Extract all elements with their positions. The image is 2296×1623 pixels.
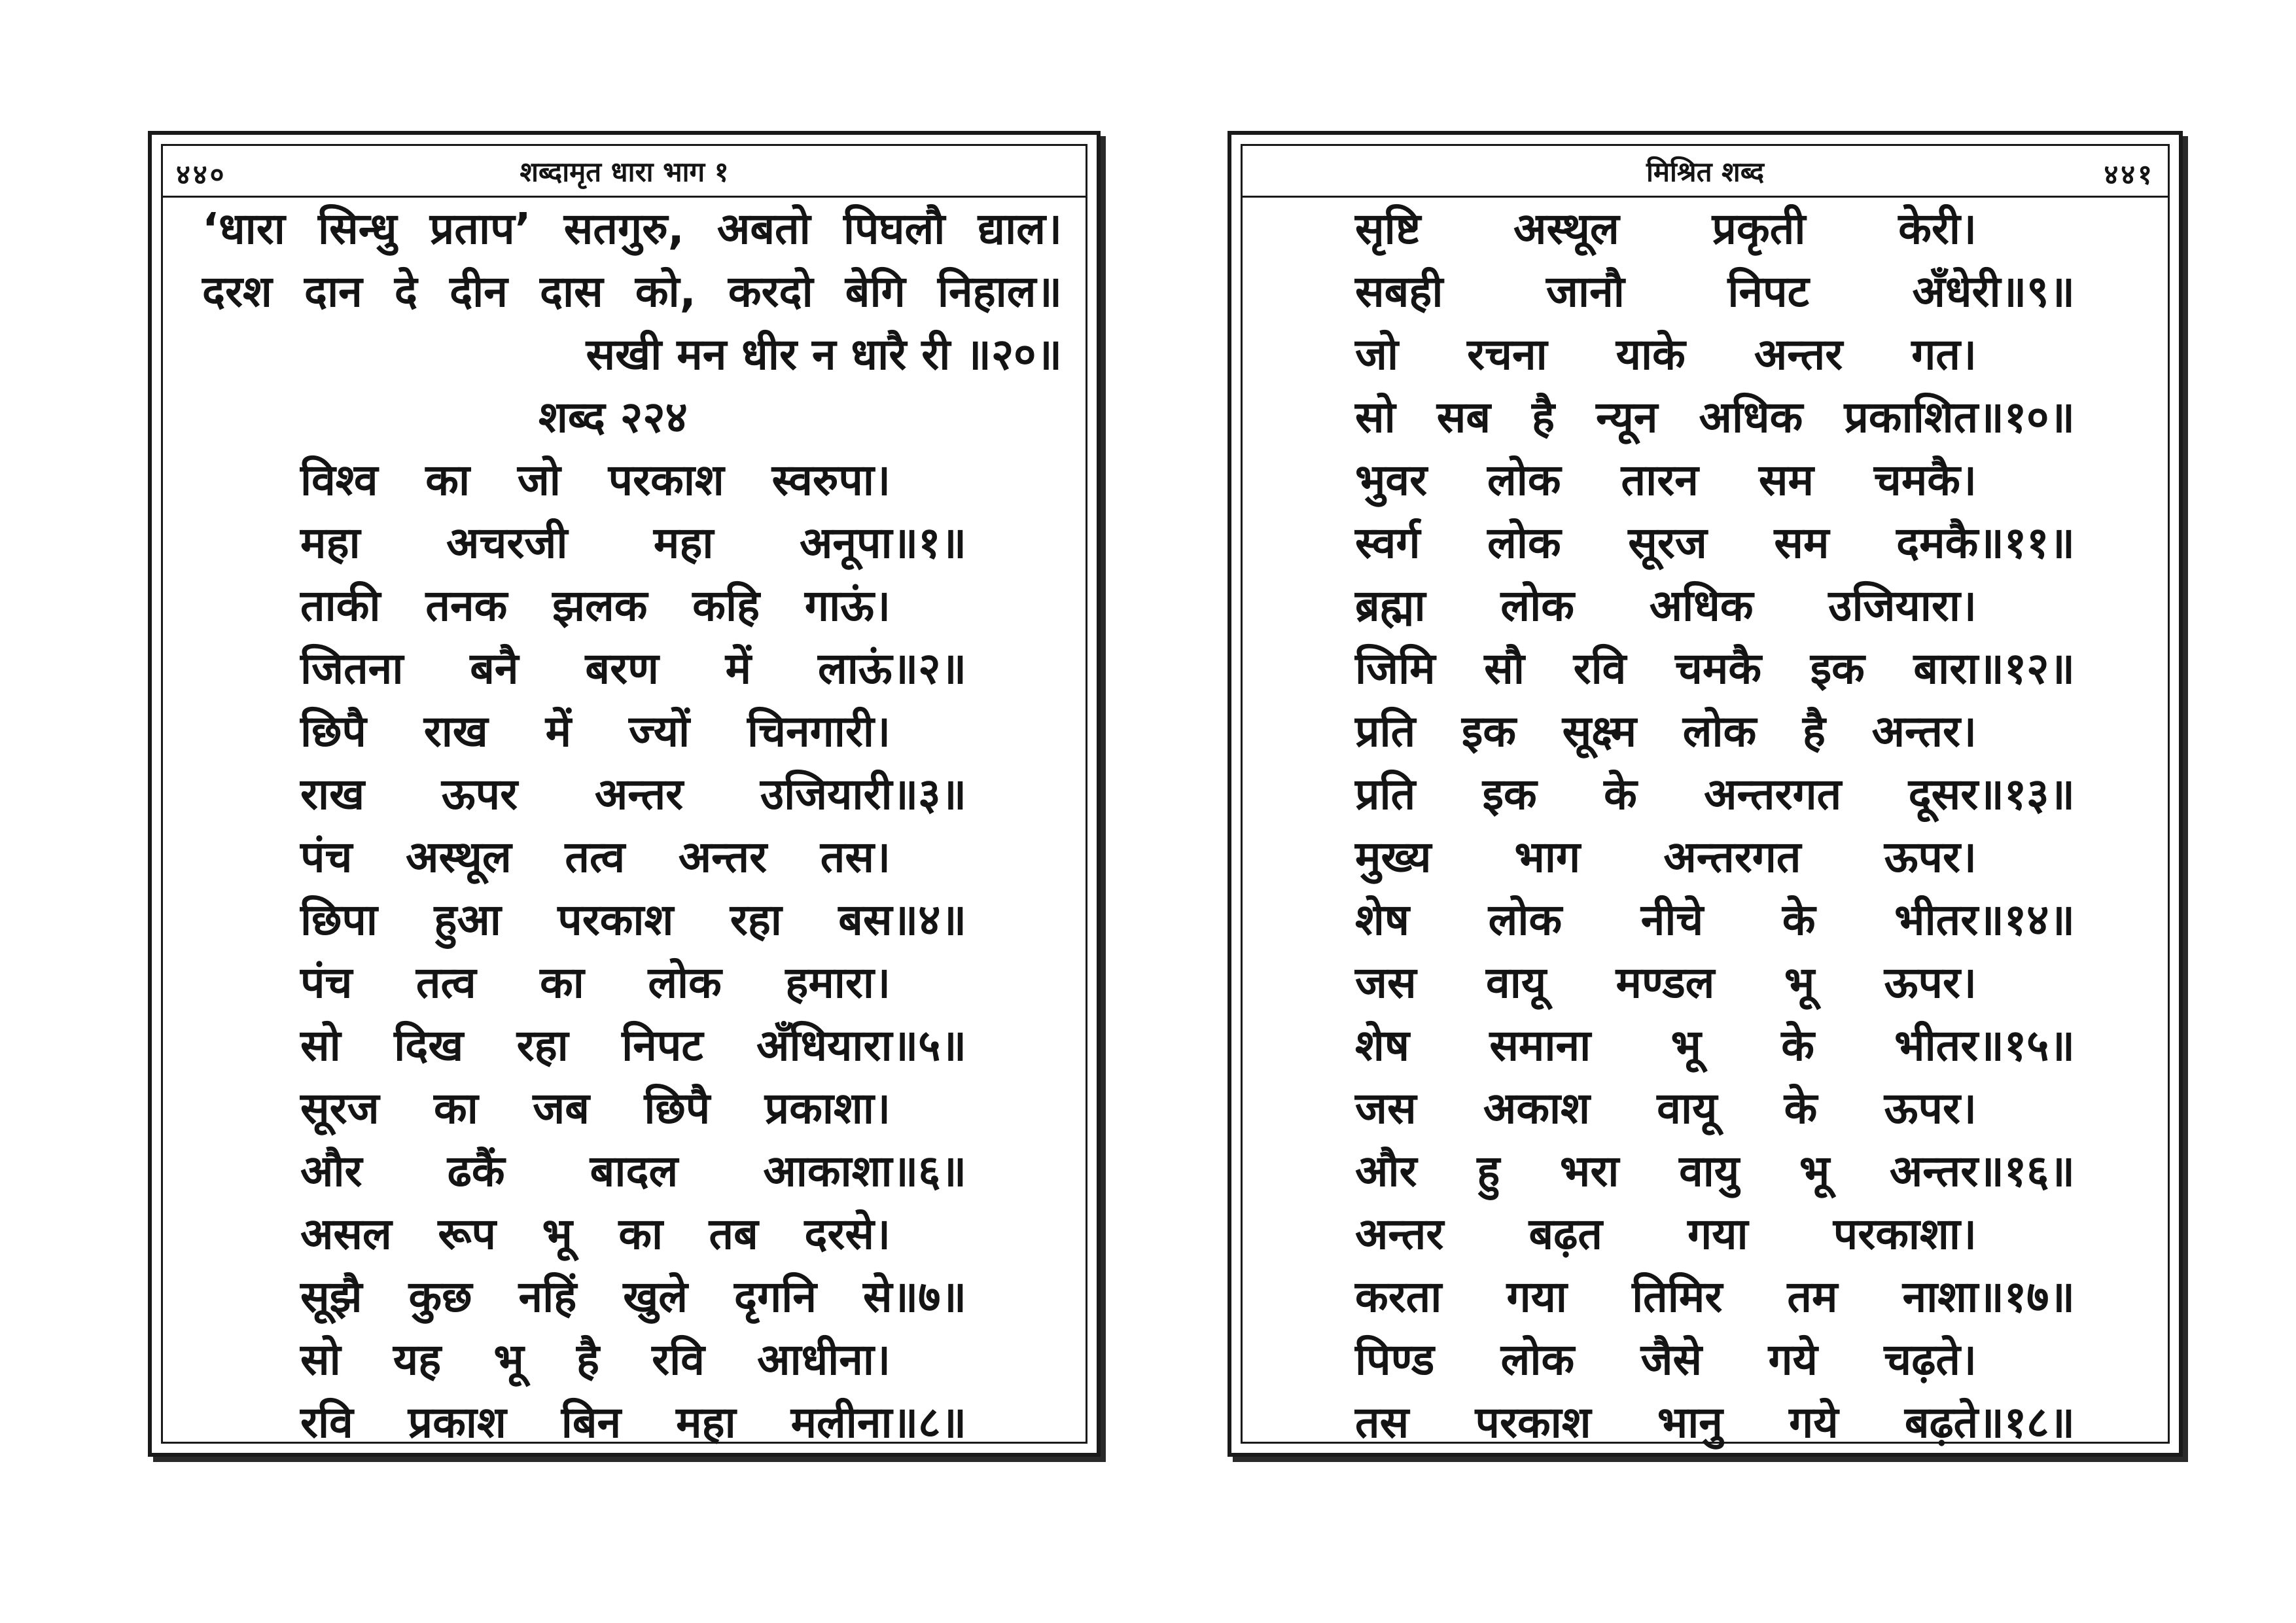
verse-line: सबही जानौ निपट अँधेरी॥९॥ (1355, 266, 2075, 317)
verse-line: जितना बनै बरण में लाऊं॥२॥ (300, 643, 966, 694)
running-title: मिश्रित शब्द (1646, 156, 1765, 188)
verse-line: सृष्टि अस्थूल प्रकृती केरी। (1355, 204, 1977, 254)
verse-line: सो सब है न्यून अधिक प्रकाशित॥१०॥ (1355, 392, 2075, 442)
intro-line: ‘धारा सिन्धु प्रताप’ सतगुरु, अबतो पिघलौ द्याल। (202, 204, 1062, 254)
verse-line: करता गया तिमिर तम नाशा॥१७॥ (1355, 1272, 2075, 1322)
verse-line: स्वर्ग लोक सूरज सम दमकै॥११॥ (1355, 518, 2075, 568)
right-page (1227, 131, 2183, 1457)
verse-line: जस अकाश वायू के ऊपर। (1355, 1083, 1977, 1133)
verse-line: ब्रह्मा लोक अधिक उजियारा। (1355, 580, 1977, 631)
verse-line: अन्तर बढ़त गया परकाशा। (1355, 1209, 1977, 1259)
verse-line: और हु भरा वायु भू अन्तर॥१६॥ (1355, 1146, 2075, 1196)
running-title: शब्दामृत धारा भाग १ (520, 156, 729, 188)
left-page-body (163, 198, 1086, 1448)
right-page-frame (1241, 144, 2170, 1448)
verse-line: ताकी तनक झलक कहि गाऊं। (300, 580, 891, 631)
left-page (148, 131, 1101, 1457)
verse-line: शेष समाना भू के भीतर॥१५॥ (1355, 1020, 2075, 1071)
left-page-frame (161, 144, 1087, 1448)
verse-line: तस परकाश भानु गये बढ़ते॥१८॥ (1355, 1397, 2075, 1448)
verse-line: मुख्य भाग अन्तरगत ऊपर। (1355, 832, 1977, 882)
verse-line: पंच अस्थूल तत्व अन्तर तस। (300, 832, 891, 882)
verse-line: और ढकैं बादल आकाशा॥६॥ (300, 1146, 966, 1196)
verse-line: सो यह भू है रवि आधीना। (300, 1334, 891, 1385)
verse-line: पंच तत्व का लोक हमारा। (300, 957, 891, 1008)
page-number: ४४० (176, 158, 227, 190)
right-page-body (1243, 198, 2168, 1448)
verse-line: सो दिख रहा निपट अँधियारा॥५॥ (300, 1020, 966, 1071)
verse-line: सूझै कुछ नहिं खुले दृगनि से॥७॥ (300, 1272, 966, 1322)
left-page-header (163, 146, 1086, 198)
verse-line: जस वायू मण्डल भू ऊपर। (1355, 957, 1977, 1008)
right-page-header (1243, 146, 2168, 198)
verse-line: छिपा हुआ परकाश रहा बस॥४॥ (300, 895, 966, 945)
verse-line: विश्व का जो परकाश स्वरुपा। (300, 455, 891, 505)
verse-line: असल रूप भू का तब दरसे। (300, 1209, 891, 1259)
verse-line: जो रचना याके अन्तर गत। (1355, 329, 1977, 380)
verse-line: प्रति इक के अन्तरगत दूसर॥१३॥ (1355, 769, 2075, 819)
verse-line: राख ऊपर अन्तर उजियारी॥३॥ (300, 769, 966, 819)
verse-line: भुवर लोक तारन सम चमकै। (1355, 455, 1977, 505)
intro-line: दरश दान दे दीन दास को, करदो बेगि निहाल॥ (202, 266, 1062, 317)
verse-line: पिण्ड लोक जैसे गये चढ़ते। (1355, 1334, 1977, 1385)
verse-line: जिमि सौ रवि चमकै इक बारा॥१२॥ (1355, 643, 2075, 694)
page-number: ४४१ (2104, 158, 2155, 190)
verse-line: सूरज का जब छिपै प्रकाशा। (300, 1083, 891, 1133)
verse-line: रवि प्रकाश बिन महा मलीना॥८॥ (300, 1397, 966, 1448)
intro-line: सखी मन धीर न धारै री ॥२०॥ (586, 329, 1062, 380)
verse-line: शेष लोक नीचे के भीतर॥१४॥ (1355, 895, 2075, 945)
verse-line: छिपै राख में ज्यों चिनगारी। (300, 706, 891, 757)
verse-line: प्रति इक सूक्ष्म लोक है अन्तर। (1355, 706, 1977, 757)
verse-line: महा अचरजी महा अनूपा॥१॥ (300, 518, 966, 568)
section-heading: शब्द २२४ (539, 392, 688, 442)
